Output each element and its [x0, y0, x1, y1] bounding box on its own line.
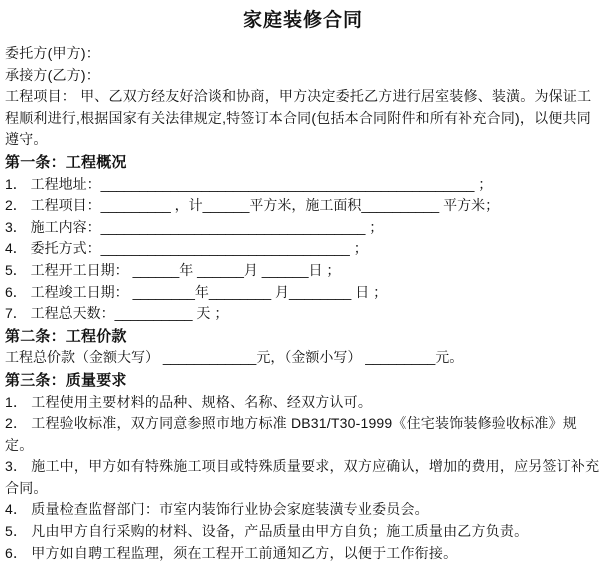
quality-clause-supervision-department: 4． 质量检查监督部门：市室内装饰行业协会家庭装潢专业委员会。: [5, 501, 429, 518]
section-3-heading: 第三条：质量要求: [5, 371, 127, 389]
section-1-heading: 第一条：工程概况: [5, 153, 127, 171]
quality-clause-owner-purchased-materials: 5． 凡由甲方自行采购的材料、设备，产品质量由甲方自负；施工质量由乙方负责。: [5, 523, 529, 540]
clause-project-address: 1． 工程地址：________________________________________________ ；: [5, 175, 493, 192]
clause-total-days: 7． 工程总天数：__________ 天 ；: [5, 305, 229, 322]
clause-total-price: 工程总价款（金额大写） ____________元，（金额小写） _________元。: [5, 349, 464, 366]
section-2-heading: 第二条：工程价款: [5, 327, 127, 345]
intro-paragraph: 工程项目： 甲、乙双方经友好洽谈和协商，甲方决定委托乙方进行居室装修、装潢。为保证工程顺利进行,根据国家有关法律规定,特签订本合同(包括本合同附件和所有补充合同)，以便共同遵守。: [5, 88, 592, 148]
clause-construction-content: 3． 施工内容：__________________________________ ；: [5, 218, 384, 235]
quality-clause-owner-hired-supervisor: 6． 甲方如自聘工程监理，须在工程开工前通知乙方，以便于工作衔接。: [5, 544, 458, 561]
quality-clause-acceptance-standard: 2． 工程验收标准，双方同意参照市地方标准 DB31/T30-1999《住宅装饰装修验收标准》规定。: [5, 415, 578, 453]
clause-project-name-area: 2． 工程项目：_________ ，计______平方米，施工面积__________ 平方米；: [5, 197, 500, 214]
quality-clause-materials: 1． 工程使用主要材料的品种、规格、名称、经双方认可。: [5, 393, 373, 410]
clause-commission-method: 4． 委托方式：________________________________ ；: [5, 240, 368, 257]
clause-completion-date: 6． 工程竣工日期： ________年________ 月________ 日 ；: [5, 283, 388, 300]
party-b-line: 承接方(乙方)：: [5, 66, 100, 83]
clause-start-date: 5． 工程开工日期： ______年 ______月 ______日 ；: [5, 261, 341, 278]
party-a-line: 委托方(甲方)：: [5, 45, 100, 61]
quality-clause-special-requirements: 3． 施工中，甲方如有特殊施工项目或特殊质量要求，双方应确认，增加的费用，应另签订补充合同。: [5, 458, 600, 496]
document-title: 家庭装修合同: [242, 10, 363, 31]
